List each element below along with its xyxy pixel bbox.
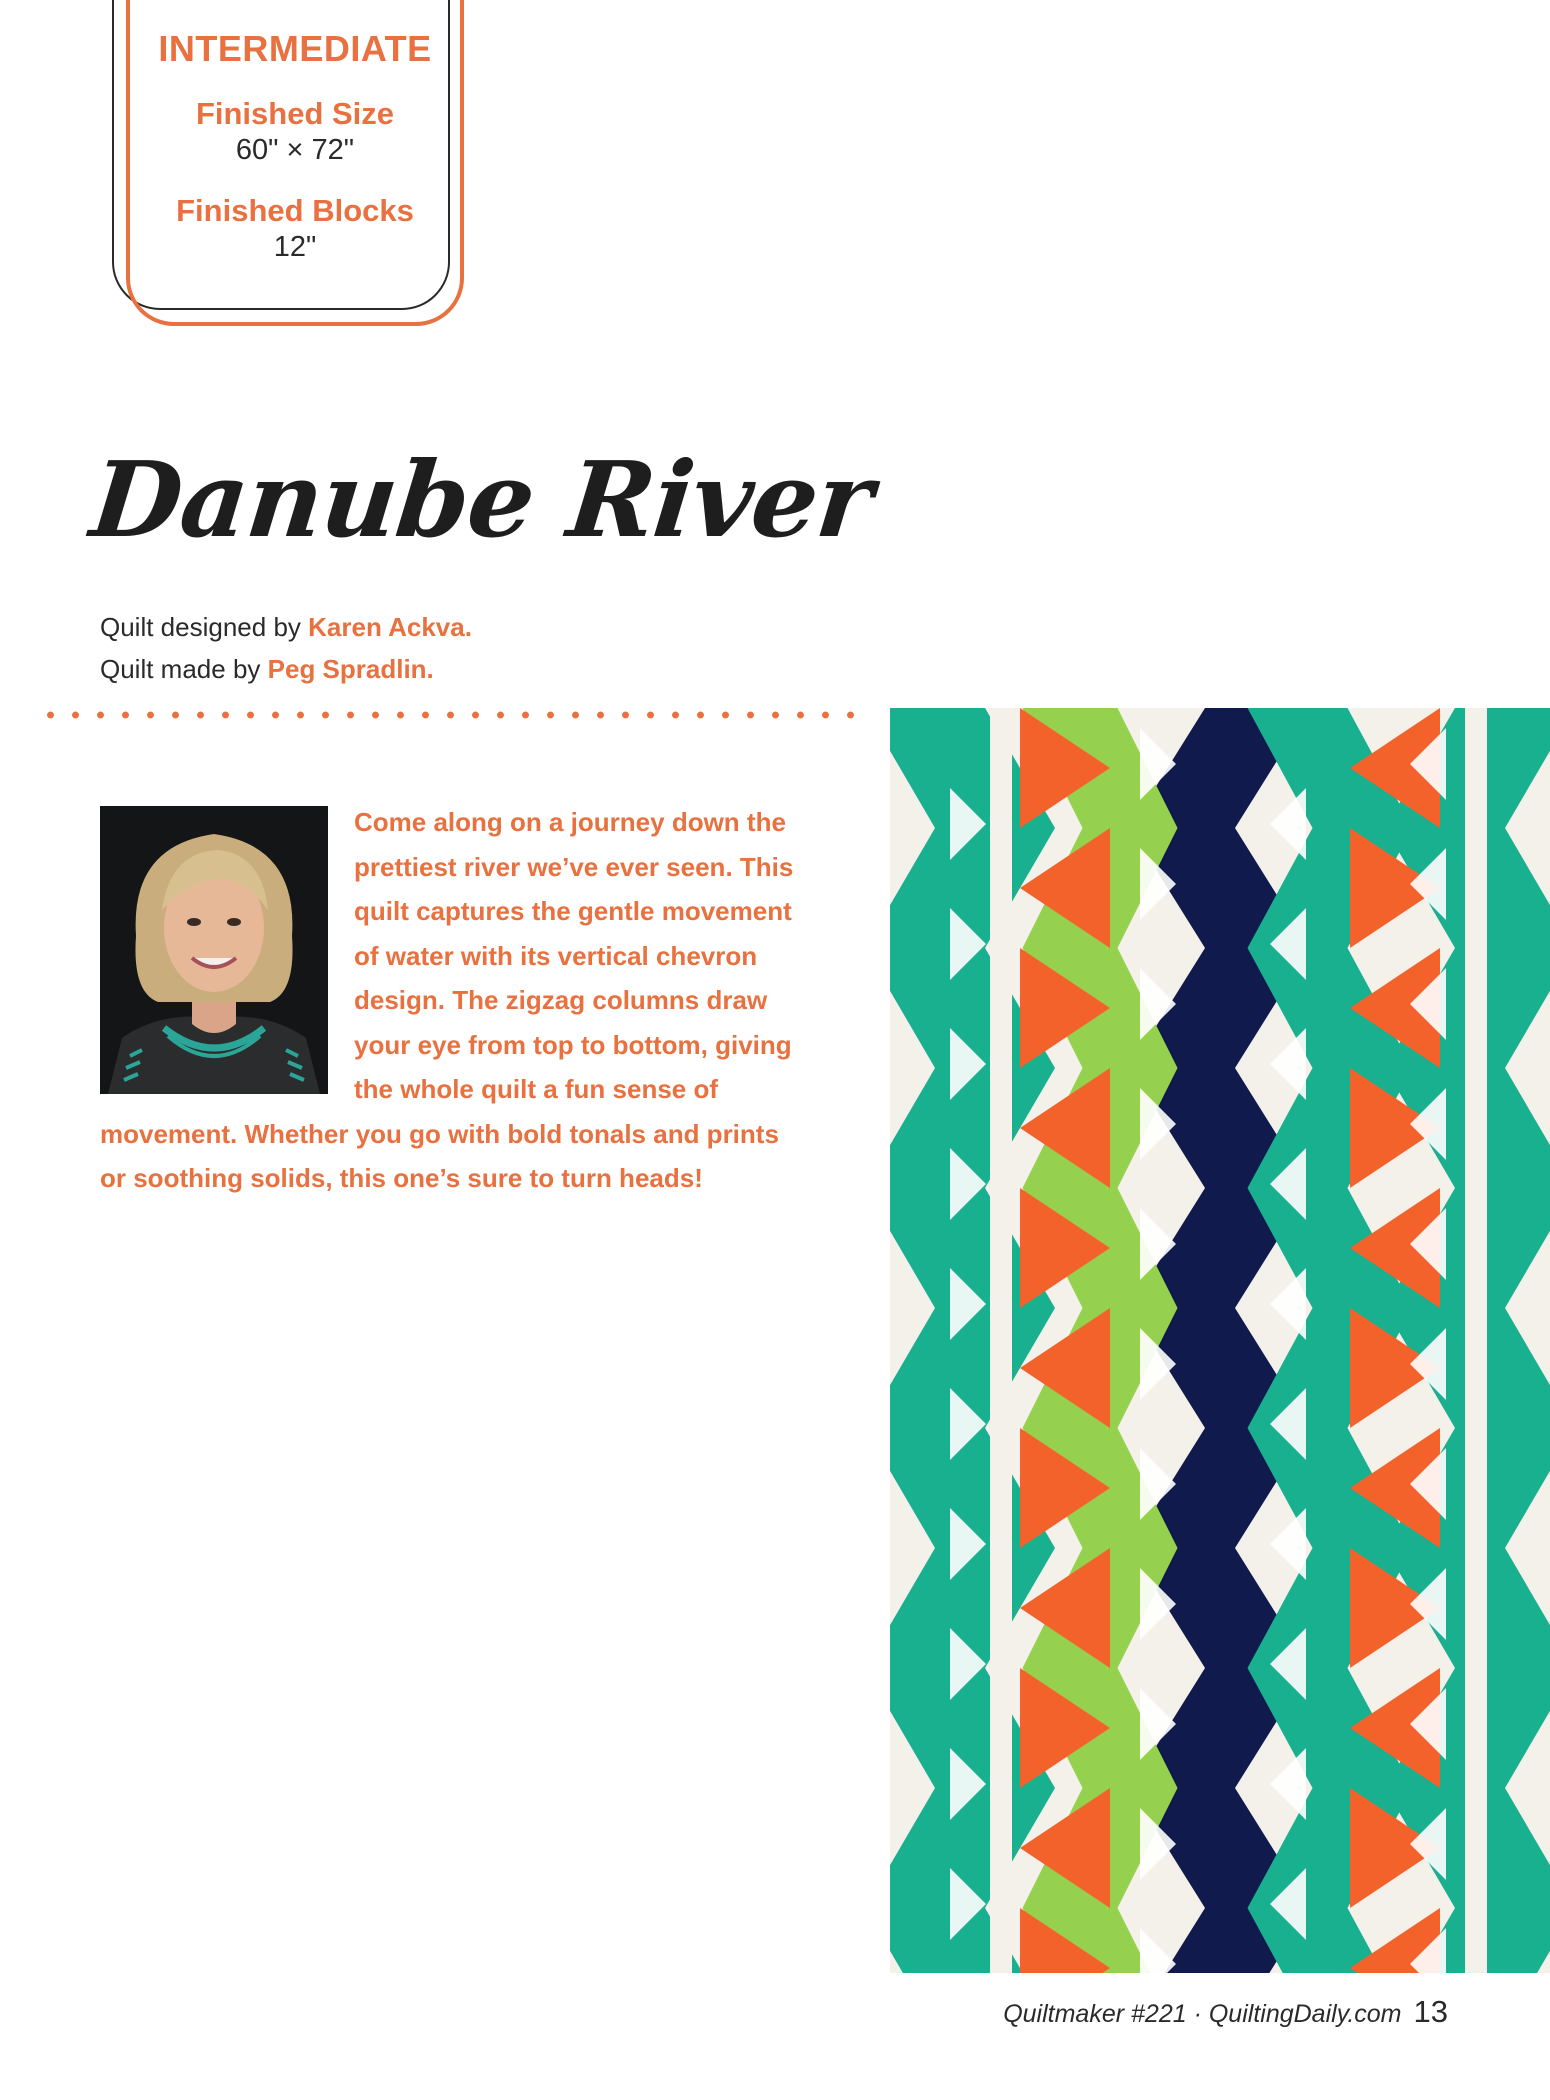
finished-blocks-label: Finished Blocks <box>176 193 414 228</box>
quilt-credits <box>100 606 472 690</box>
maker-line <box>100 648 472 690</box>
sashing-strip-1 <box>1465 708 1487 1973</box>
pattern-title: Danube River <box>85 438 878 561</box>
footer-separator: · <box>1186 2000 1209 2028</box>
finished-size-label: Finished Size <box>195 96 395 131</box>
skill-box-content <box>126 0 464 264</box>
maker-prefix: Quilt made by <box>100 654 268 684</box>
photo-text-wrap-spacer <box>100 800 354 1092</box>
intro-paragraph <box>100 800 800 1201</box>
magazine-issue: Quiltmaker #221 <box>1003 2000 1187 2028</box>
finished-size-value: 60" × 72" <box>235 134 355 166</box>
maker-name: Peg Spradlin. <box>267 654 434 684</box>
designer-prefix: Quilt designed by <box>100 612 309 642</box>
designer-line <box>100 606 472 648</box>
page-number: 13 <box>1413 1994 1448 2029</box>
website: QuiltingDaily.com <box>1208 2000 1402 2028</box>
intro-text: Come along on a journey down the prettiest river we’ve ever seen. This quilt captures the gentle movement of water with its vertical chevron design. The zigzag columns draw your eye from top to bottom, giving the whole quilt a fun sense of movement. Whether you go with bold tonals and prints or soothing solids, this one’s sure to turn heads! <box>100 807 794 1193</box>
designer-name: Karen Ackva. <box>308 612 472 642</box>
page-footer <box>1003 1994 1448 2030</box>
finished-blocks-value: 12" <box>273 231 317 263</box>
skill-level: INTERMEDIATE <box>158 28 432 69</box>
sashing-strip-0 <box>990 708 1012 1973</box>
quilt-photo <box>890 708 1550 1973</box>
skill-level-box <box>112 0 462 322</box>
dotted-divider <box>38 711 870 719</box>
